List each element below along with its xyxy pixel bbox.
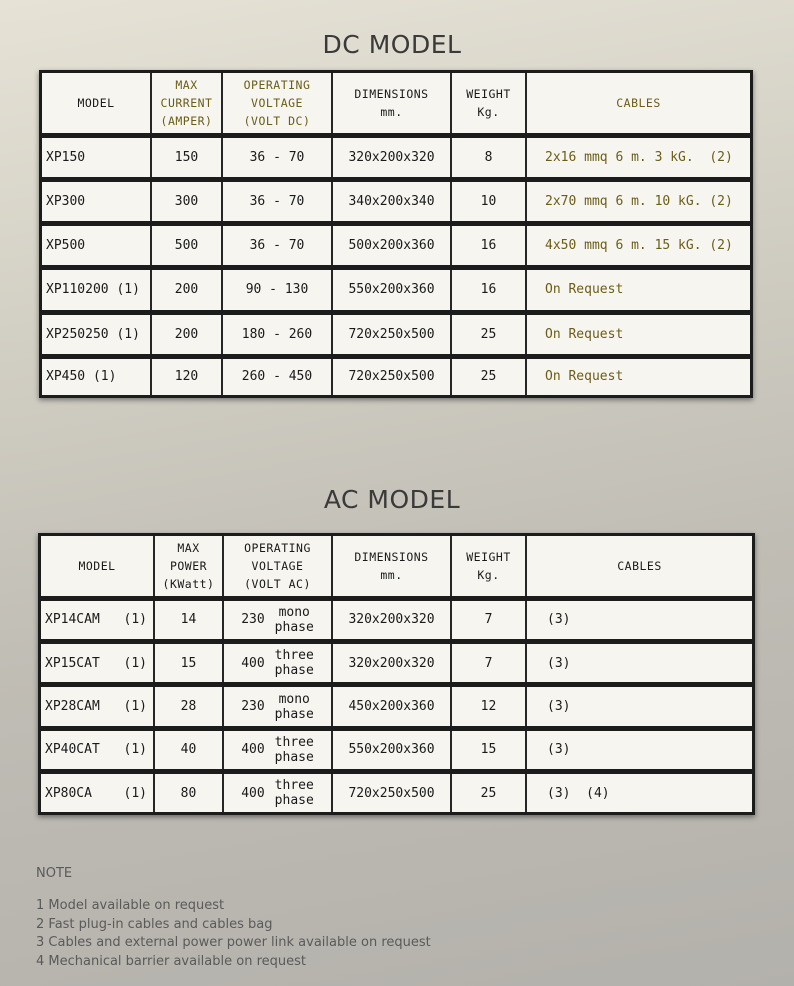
ac-cell-cables: (3): [526, 685, 752, 728]
ac-model-note: (1): [123, 785, 147, 801]
dc-cell-weight: 8: [451, 135, 526, 179]
dc-cell-voltage: 36 - 70: [222, 135, 332, 179]
dc-cell-model: XP500: [42, 224, 151, 268]
ac-table-row: [41, 598, 752, 641]
ac-phase-label: three phase: [274, 648, 314, 679]
dc-cell-dimensions: 500x200x360: [332, 224, 451, 268]
ac-cell-dimensions: 320x200x320: [332, 598, 451, 641]
ac-cell-power: 15: [154, 641, 223, 684]
dc-header-weight: WEIGHT Kg.: [451, 73, 526, 135]
ac-cell-power: 40: [154, 728, 223, 771]
note-item: 1 Model available on request: [36, 898, 225, 913]
ac-model-title: AC MODEL: [323, 485, 461, 514]
ac-phase-label: mono phase: [274, 691, 314, 722]
note-item: 3 Cables and external power power link available on request: [36, 935, 431, 950]
ac-cell-voltage: [223, 728, 332, 771]
ac-volt-value: 400: [241, 742, 265, 758]
dc-cell-voltage: 90 - 130: [222, 268, 332, 312]
dc-cell-weight: 25: [451, 312, 526, 356]
ac-cell-weight: 7: [451, 641, 526, 684]
ac-model-code: XP80CA: [45, 785, 92, 801]
dc-cell-current: 500: [151, 224, 222, 268]
ac-model-note: (1): [123, 742, 147, 758]
ac-cell-dimensions: 550x200x360: [332, 728, 451, 771]
dc-cell-voltage: 180 - 260: [222, 312, 332, 356]
ac-cell-model: [41, 685, 154, 728]
dc-model-table: [39, 70, 753, 398]
ac-table-row: [41, 685, 752, 728]
dc-header-model: MODEL: [77, 95, 115, 110]
dc-cell-dimensions: 720x250x500: [332, 312, 451, 356]
ac-cell-dimensions: 450x200x360: [332, 685, 451, 728]
dc-cell-model: XP110200 (1): [42, 268, 151, 312]
ac-cell-model: [41, 728, 154, 771]
dc-header-row: [42, 73, 750, 135]
dc-cell-cables: 4x50 mmq 6 m. 15 kG. (2): [526, 224, 750, 268]
dc-cell-model: XP450 (1): [42, 356, 151, 395]
ac-cell-cables: (3): [526, 728, 752, 771]
ac-cell-power: 14: [154, 598, 223, 641]
ac-cell-power: 80: [154, 772, 223, 812]
dc-cell-current: 200: [151, 312, 222, 356]
ac-volt-value: 400: [241, 785, 265, 801]
ac-header-weight: WEIGHT Kg.: [451, 536, 526, 598]
dc-cell-current: 200: [151, 268, 222, 312]
dc-table-row: [42, 179, 750, 223]
dc-table-row: [42, 312, 750, 356]
ac-header-cables: CABLES: [526, 536, 752, 598]
ac-table-row: [41, 772, 752, 812]
dc-cell-weight: 16: [451, 268, 526, 312]
dc-header-current: MAX CURRENT (AMPER): [151, 73, 222, 135]
dc-cell-voltage: 36 - 70: [222, 179, 332, 223]
dc-cell-model: XP300: [42, 179, 151, 223]
dc-table-row: [42, 356, 750, 395]
ac-header-row: [41, 536, 752, 598]
ac-cell-cables: (3): [526, 598, 752, 641]
ac-model-table: [38, 533, 755, 815]
dc-cell-dimensions: 340x200x340: [332, 179, 451, 223]
dc-cell-cables: On Request: [526, 268, 750, 312]
ac-header-dimensions: DIMENSIONS mm.: [332, 536, 451, 598]
ac-volt-value: 230: [241, 699, 265, 715]
dc-cell-dimensions: 550x200x360: [332, 268, 451, 312]
note-heading: NOTE: [36, 866, 73, 881]
ac-header-power: MAX POWER (KWatt): [154, 536, 223, 598]
ac-cell-voltage: [223, 598, 332, 641]
dc-cell-current: 120: [151, 356, 222, 395]
ac-cell-model: [41, 598, 154, 641]
ac-cell-model: [41, 772, 154, 812]
ac-cell-weight: 12: [451, 685, 526, 728]
dc-cell-cables: On Request: [526, 356, 750, 395]
ac-phase-label: three phase: [274, 778, 314, 809]
note-item: 4 Mechanical barrier available on request: [36, 954, 306, 969]
dc-table-row: [42, 268, 750, 312]
ac-table-row: [41, 641, 752, 684]
dc-cell-cables: 2x70 mmq 6 m. 10 kG. (2): [526, 179, 750, 223]
ac-model-note: (1): [123, 655, 147, 671]
dc-table-row: [42, 135, 750, 179]
ac-volt-value: 230: [241, 612, 265, 628]
ac-header-model: MODEL: [78, 558, 116, 573]
ac-cell-voltage: [223, 772, 332, 812]
ac-header-voltage: OPERATING VOLTAGE (VOLT AC): [223, 536, 332, 598]
dc-cell-voltage: 36 - 70: [222, 224, 332, 268]
ac-cell-voltage: [223, 641, 332, 684]
dc-cell-dimensions: 720x250x500: [332, 356, 451, 395]
ac-model-code: XP28CAM: [45, 699, 100, 715]
note-item: 2 Fast plug-in cables and cables bag: [36, 917, 273, 932]
ac-phase-label: mono phase: [274, 604, 314, 635]
dc-model-title: DC MODEL: [322, 30, 462, 59]
dc-cell-weight: 25: [451, 356, 526, 395]
dc-cell-voltage: 260 - 450: [222, 356, 332, 395]
dc-cell-dimensions: 320x200x320: [332, 135, 451, 179]
ac-model-note: (1): [123, 612, 147, 628]
ac-cell-weight: 25: [451, 772, 526, 812]
dc-header-dimensions: DIMENSIONS mm.: [332, 73, 451, 135]
ac-cell-power: 28: [154, 685, 223, 728]
ac-volt-value: 400: [241, 655, 265, 671]
ac-model-code: XP14CAM: [45, 612, 100, 628]
dc-cell-cables: On Request: [526, 312, 750, 356]
ac-cell-model: [41, 641, 154, 684]
dc-cell-current: 300: [151, 179, 222, 223]
ac-cell-weight: 15: [451, 728, 526, 771]
dc-cell-cables: 2x16 mmq 6 m. 3 kG. (2): [526, 135, 750, 179]
ac-cell-weight: 7: [451, 598, 526, 641]
ac-table-row: [41, 728, 752, 771]
dc-cell-model: XP150: [42, 135, 151, 179]
ac-model-code: XP15CAT: [45, 655, 100, 671]
ac-model-note: (1): [123, 699, 147, 715]
ac-cell-cables: (3) (4): [526, 772, 752, 812]
dc-header-voltage: OPERATING VOLTAGE (VOLT DC): [222, 73, 332, 135]
dc-cell-model: XP250250 (1): [42, 312, 151, 356]
dc-cell-current: 150: [151, 135, 222, 179]
ac-cell-dimensions: 320x200x320: [332, 641, 451, 684]
dc-cell-weight: 16: [451, 224, 526, 268]
ac-cell-dimensions: 720x250x500: [332, 772, 451, 812]
ac-phase-label: three phase: [274, 734, 314, 765]
dc-cell-weight: 10: [451, 179, 526, 223]
ac-model-code: XP40CAT: [45, 742, 100, 758]
ac-cell-voltage: [223, 685, 332, 728]
dc-header-cables: CABLES: [526, 73, 750, 135]
dc-table-row: [42, 224, 750, 268]
ac-cell-cables: (3): [526, 641, 752, 684]
